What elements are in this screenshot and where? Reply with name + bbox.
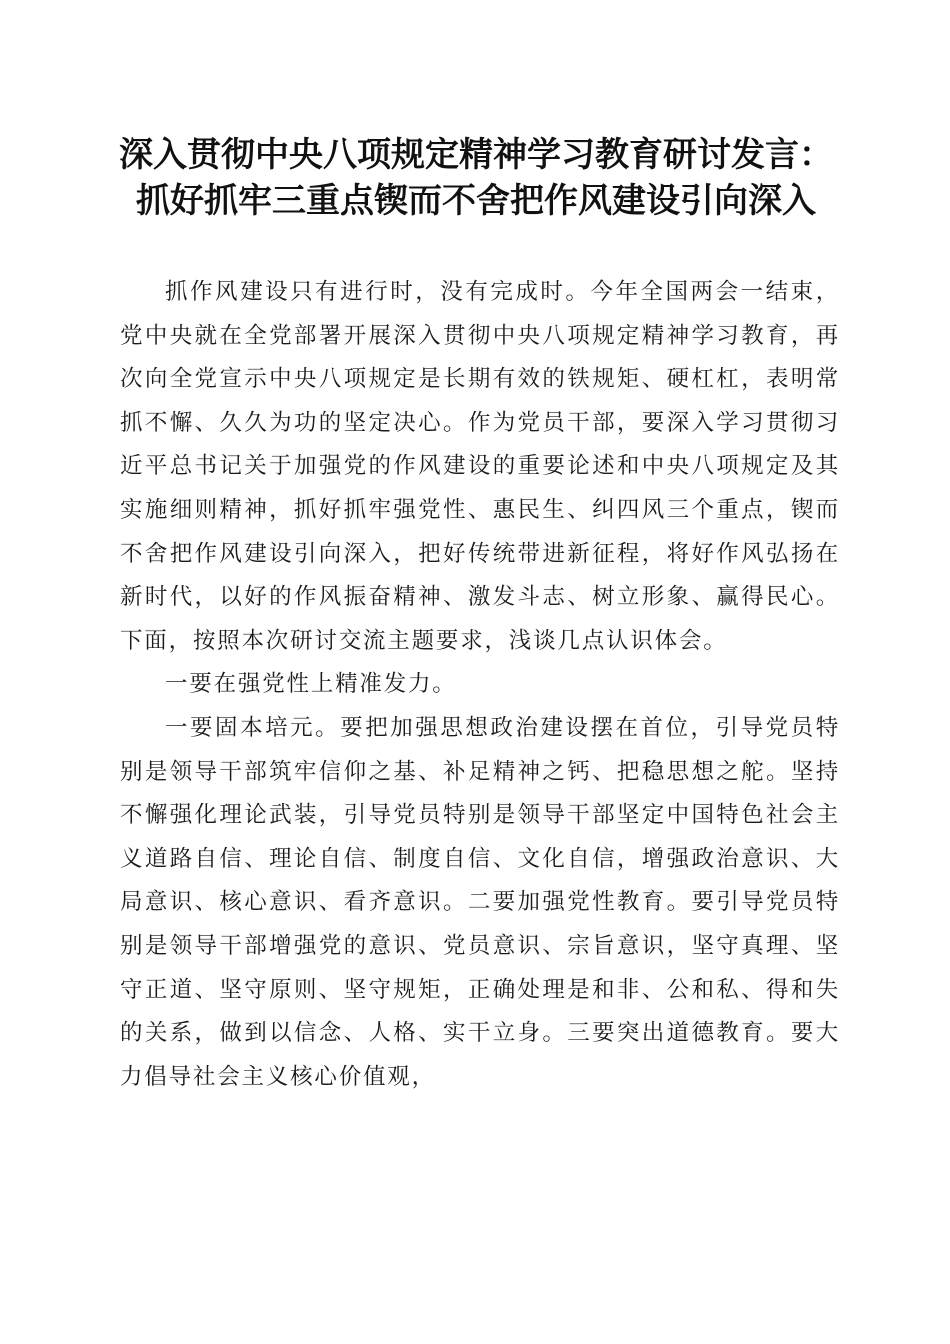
title-line-1: 深入贯彻中央八项规定精神学习教育研讨发言： <box>119 135 833 175</box>
document-body <box>120 271 840 1099</box>
intro-paragraph: 抓作风建设只有进行时，没有完成时。今年全国两会一结束，党中央就在全党部署开展深入贯彻中央八项规定精神学习教育，再次向全党宣示中央八项规定是长期有效的铁规矩、硬杠杠，表明常抓不懈、久久为功的坚定决心。作为党员干部，要深入学习贯彻习近平总书记关于加强党的作风建设的重要论述和中央八项规定及其实施细则精神，抓好抓牢强党性、惠民生、纠四风三个重点，锲而不舍把作风建设引向深入，把好传统带进新征程，将好作风弘扬在新时代，以好的作风振奋精神、激发斗志、树立形象、赢得民心。下面，按照本次研讨交流主题要求，浅谈几点认识体会。 <box>120 279 840 654</box>
title-line-2: 抓好抓牢三重点锲而不舍把作风建设引向深入 <box>136 181 816 221</box>
section-heading: 一要在强党性上精准发力。 <box>165 671 457 698</box>
body-paragraph: 一要固本培元。要把加强思想政治建设摆在首位，引导党员特别是领导干部筑牢信仰之基、补足精神之钙、把稳思想之舵。坚持不懈强化理论武装，引导党员特别是领导干部坚定中国特色社会主义道路自信、理论自信、制度自信、文化自信，增强政治意识、大局意识、核心意识、看齐意识。二要加强党性教育。要引导党员特别是领导干部增强党的意识、党员意识、宗旨意识，坚守真理、坚守正道、坚守原则、坚守规矩，正确处理是和非、公和私、得和失的关系，做到以信念、人格、实干立身。三要突出道德教育。要大力倡导社会主义核心价值观， <box>120 714 840 1090</box>
document-title <box>96 132 856 224</box>
